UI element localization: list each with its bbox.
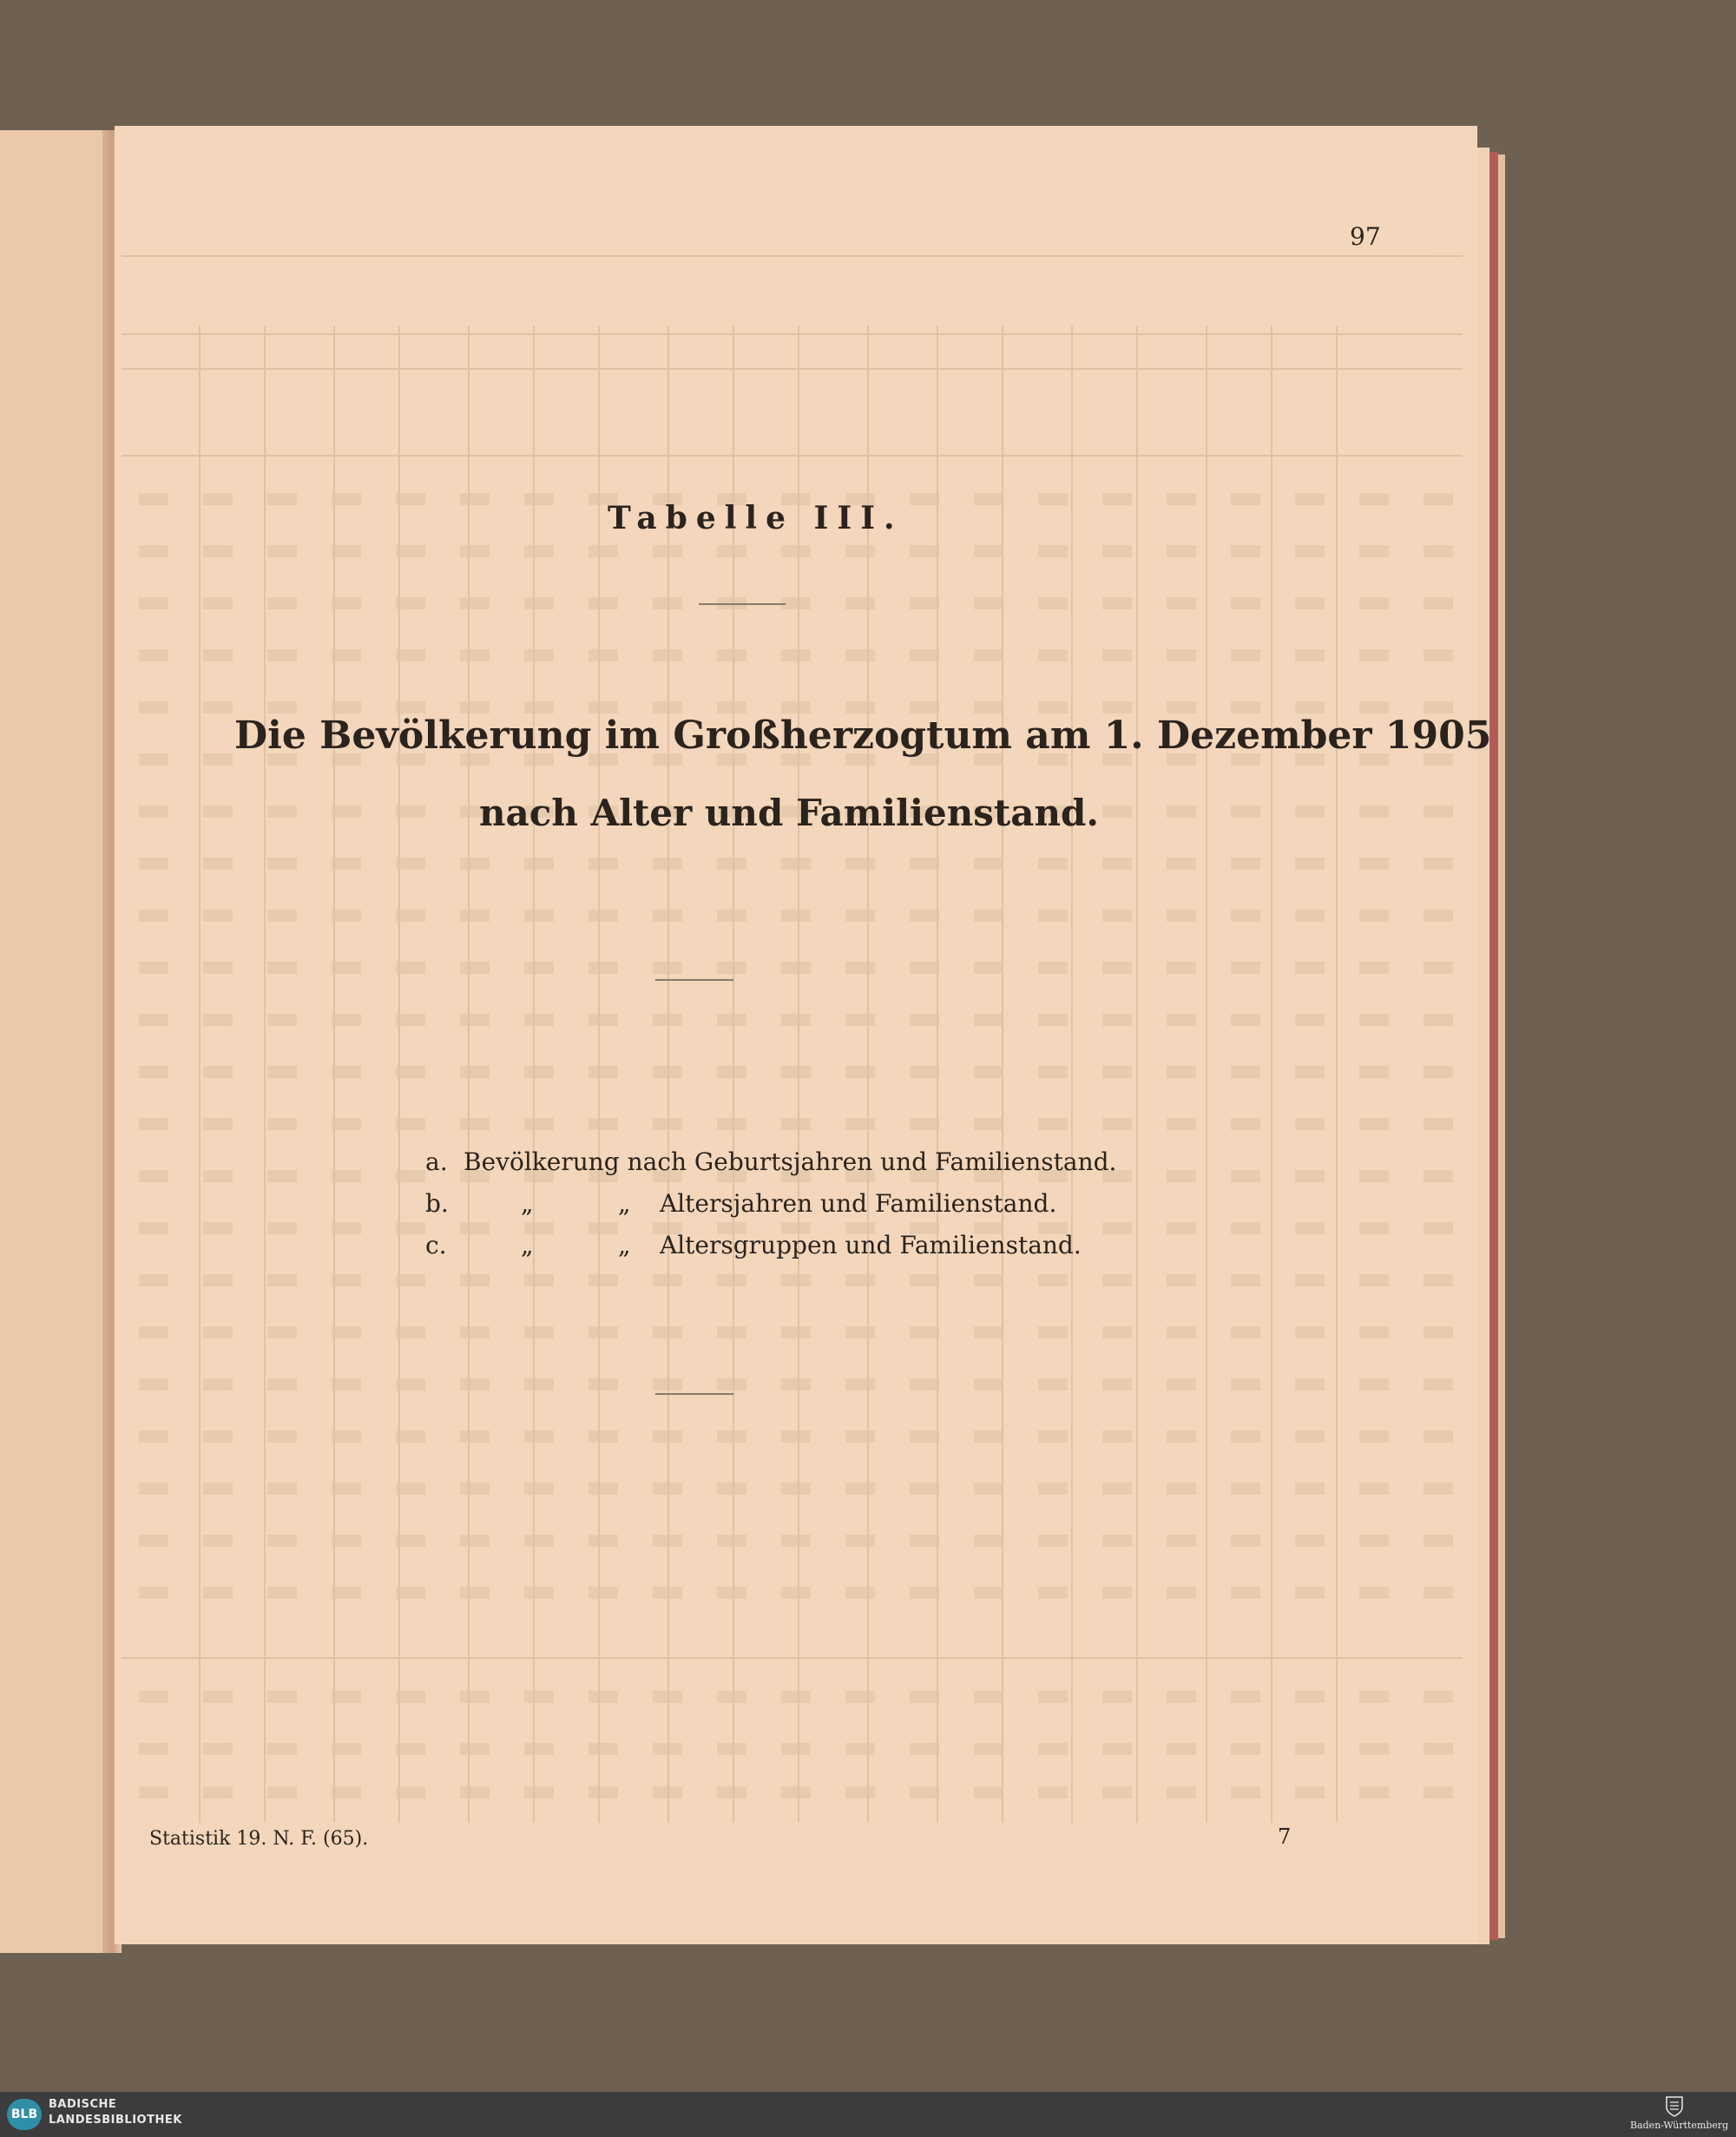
contents-letter: b. bbox=[425, 1189, 449, 1218]
sheet-mark: 7 bbox=[1278, 1825, 1292, 1849]
left-page-edge bbox=[0, 130, 113, 1953]
state-label: Baden-Württemberg bbox=[1630, 2120, 1729, 2131]
page-stack-edge bbox=[1477, 148, 1489, 1944]
ditto-mark: „ bbox=[521, 1231, 534, 1259]
library-name bbox=[49, 2097, 182, 2128]
main-title: Die Bevölkerung im Großherzogtum am 1. Dezember 1905 bbox=[234, 713, 1492, 758]
viewer-footer-bar bbox=[0, 2092, 1736, 2137]
coat-of-arms-icon bbox=[1665, 2095, 1684, 2118]
library-name-line1: BADISCHE bbox=[49, 2098, 117, 2111]
divider-rule bbox=[699, 603, 786, 605]
sub-title: nach Alter und Familienstand. bbox=[479, 792, 1100, 834]
ditto-mark: „ bbox=[618, 1189, 631, 1218]
page-number: 97 bbox=[1350, 222, 1381, 251]
divider-rule bbox=[655, 979, 733, 981]
footer-signature: Statistik 19. N. F. (65). bbox=[149, 1828, 369, 1850]
contents-text: Altersgruppen und Familienstand. bbox=[660, 1231, 1082, 1259]
library-name-line2: LANDESBIBLIOTHEK bbox=[49, 2114, 182, 2127]
table-title: Tabelle III. bbox=[608, 500, 904, 536]
divider-rule bbox=[655, 1393, 733, 1395]
contents-text: Altersjahren und Familienstand. bbox=[660, 1189, 1057, 1218]
ditto-mark: „ bbox=[521, 1189, 534, 1218]
book-page bbox=[115, 126, 1477, 1944]
ditto-mark: „ bbox=[618, 1231, 631, 1259]
contents-letter: c. bbox=[425, 1231, 447, 1259]
blb-logo[interactable]: BLB bbox=[7, 2099, 42, 2130]
page-stack-edge-outer bbox=[1498, 155, 1505, 1938]
contents-text: Bevölkerung nach Geburtsjahren und Familienstand. bbox=[464, 1147, 1117, 1176]
contents-letter: a. bbox=[425, 1147, 448, 1176]
book-cover-edge bbox=[1489, 152, 1498, 1940]
